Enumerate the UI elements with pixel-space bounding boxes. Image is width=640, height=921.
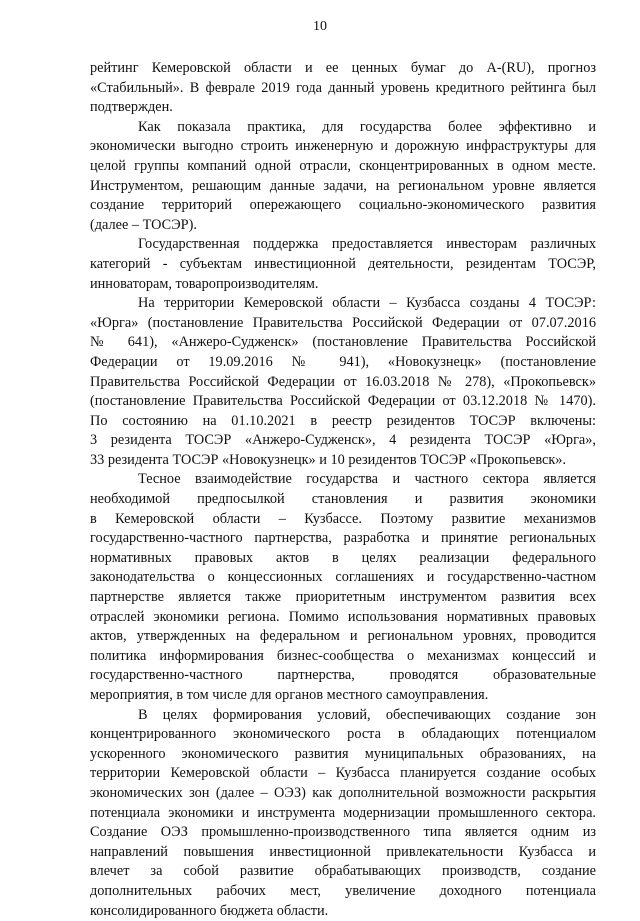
text-line: На территории Кемеровской области – Кузбасса созданы 4 ТОСЭР: [138, 295, 596, 312]
text-line: (постановление Правительства Российской Федерации от 03.12.2018 № 1470). [90, 393, 596, 410]
paragraph [90, 235, 596, 294]
text-line: подтвержден. [90, 99, 173, 116]
text-line: ускоренного экономического развития муниципальных образованиях, на [90, 745, 596, 762]
text-line: По состоянию на 01.10.2021 в реестр резидентов ТОСЭР включены: [90, 412, 596, 429]
text-line: Тесное взаимодействие государства и частного сектора является [138, 471, 596, 488]
text-line: дополнительных рабочих мест, увеличение доходного потенциала [90, 882, 596, 899]
paragraph [90, 59, 596, 118]
text-line: экономически выгодно строить инженерную и дорожную инфраструктуры для [90, 138, 596, 155]
text-line: необходимой предпосылкой становления и развития экономики [90, 491, 596, 508]
paragraph [90, 470, 596, 705]
paragraph [90, 118, 596, 236]
text-line: В целях формирования условий, обеспечивающих создание зон [138, 706, 596, 723]
text-line: мероприятия, в том числе для органов местного самоуправления. [90, 687, 489, 703]
text-line: нормативных правовых актов в целях реализации федерального [90, 549, 596, 566]
text-line: территории Кемеровской области – Кузбасса планируется создание особых [90, 765, 596, 782]
text-line: «Юрга» (постановление Правительства Российской Федерации от 07.07.2016 [90, 314, 596, 331]
text-line: Правительства Российской Федерации от 16.03.2018 № 278), «Прокопьевск» [90, 373, 596, 390]
text-line: № 641), «Анжеро-Судженск» (постановление Правительства Российской [90, 334, 596, 351]
paragraph [90, 706, 596, 921]
text-line: инноваторам, товаропроизводителям. [90, 275, 319, 292]
text-line: государственно-частного партнерства, разработка и принятие региональных [90, 530, 596, 547]
document-body [90, 59, 596, 921]
text-line: Федерации от 19.09.2016 № 941), «Новокузнецк» (постановление [90, 353, 596, 370]
text-line: отраслей экономики региона. Помимо использования нормативных правовых [90, 608, 596, 625]
text-line: категорий - субъектам инвестиционной деятельности, резидентам ТОСЭР, [90, 255, 596, 272]
text-line: потенциала экономики и инструмента модернизации промышленного сектора. [90, 804, 596, 821]
text-line: (далее – ТОСЭР). [90, 216, 197, 233]
text-line: влечет за собой развитие обрабатывающих производств, создание [90, 863, 596, 880]
text-line: экономических зон (далее – ОЭЗ) как дополнительной возможности раскрытия [90, 784, 596, 801]
text-line: партнерстве является также приоритетным инструментом развития всех [90, 589, 596, 606]
text-line: государственно-частного партнерства, проводятся образовательные [90, 667, 596, 684]
text-line: Создание ОЭЗ промышленно-производственного типа является одним из [90, 824, 596, 841]
text-line: Инструментом, решающим данные задачи, на региональном уровне является [90, 177, 596, 194]
text-line: рейтинг Кемеровской области и ее ценных бумаг до A-(RU), прогноз [90, 60, 596, 76]
text-line: Государственная поддержка предоставляется инвесторам различных [138, 236, 596, 253]
text-line: концентрированного экономического роста в обладающих потенциалом [90, 726, 596, 743]
text-line: направлений повышения инвестиционной привлекательности Кузбасса и [90, 843, 596, 860]
text-line: законодательства о концессионных соглашениях и государственно-частном [90, 569, 596, 586]
text-line: политика информирования бизнес-сообщества о механизмах концессий и [90, 647, 596, 664]
text-line: Как показала практика, для государства более эффективно и [138, 118, 596, 135]
text-line: целой группы компаний одной отрасли, сконцентрированных в одном месте. [90, 157, 596, 174]
text-line: 3 резидента ТОСЭР «Анжеро-Судженск», 4 резидента ТОСЭР «Юрга», [90, 432, 596, 449]
paragraph [90, 294, 596, 470]
text-line: создание территорий опережающего социально-экономического развития [90, 197, 596, 214]
text-line: в Кемеровской области – Кузбассе. Поэтому развитие механизмов [90, 510, 596, 527]
text-line: 33 резидента ТОСЭР «Новокузнецк» и 10 резидентов ТОСЭР «Прокопьевск». [90, 451, 567, 468]
text-line: консолидированного бюджета области. [90, 902, 329, 919]
text-line: «Стабильный». В феврале 2019 года данный уровень кредитного рейтинга был [90, 79, 596, 96]
page-number: 10 [313, 19, 327, 34]
text-line: актов, утвержденных на федеральном и региональном уровнях, проводится [90, 628, 596, 645]
